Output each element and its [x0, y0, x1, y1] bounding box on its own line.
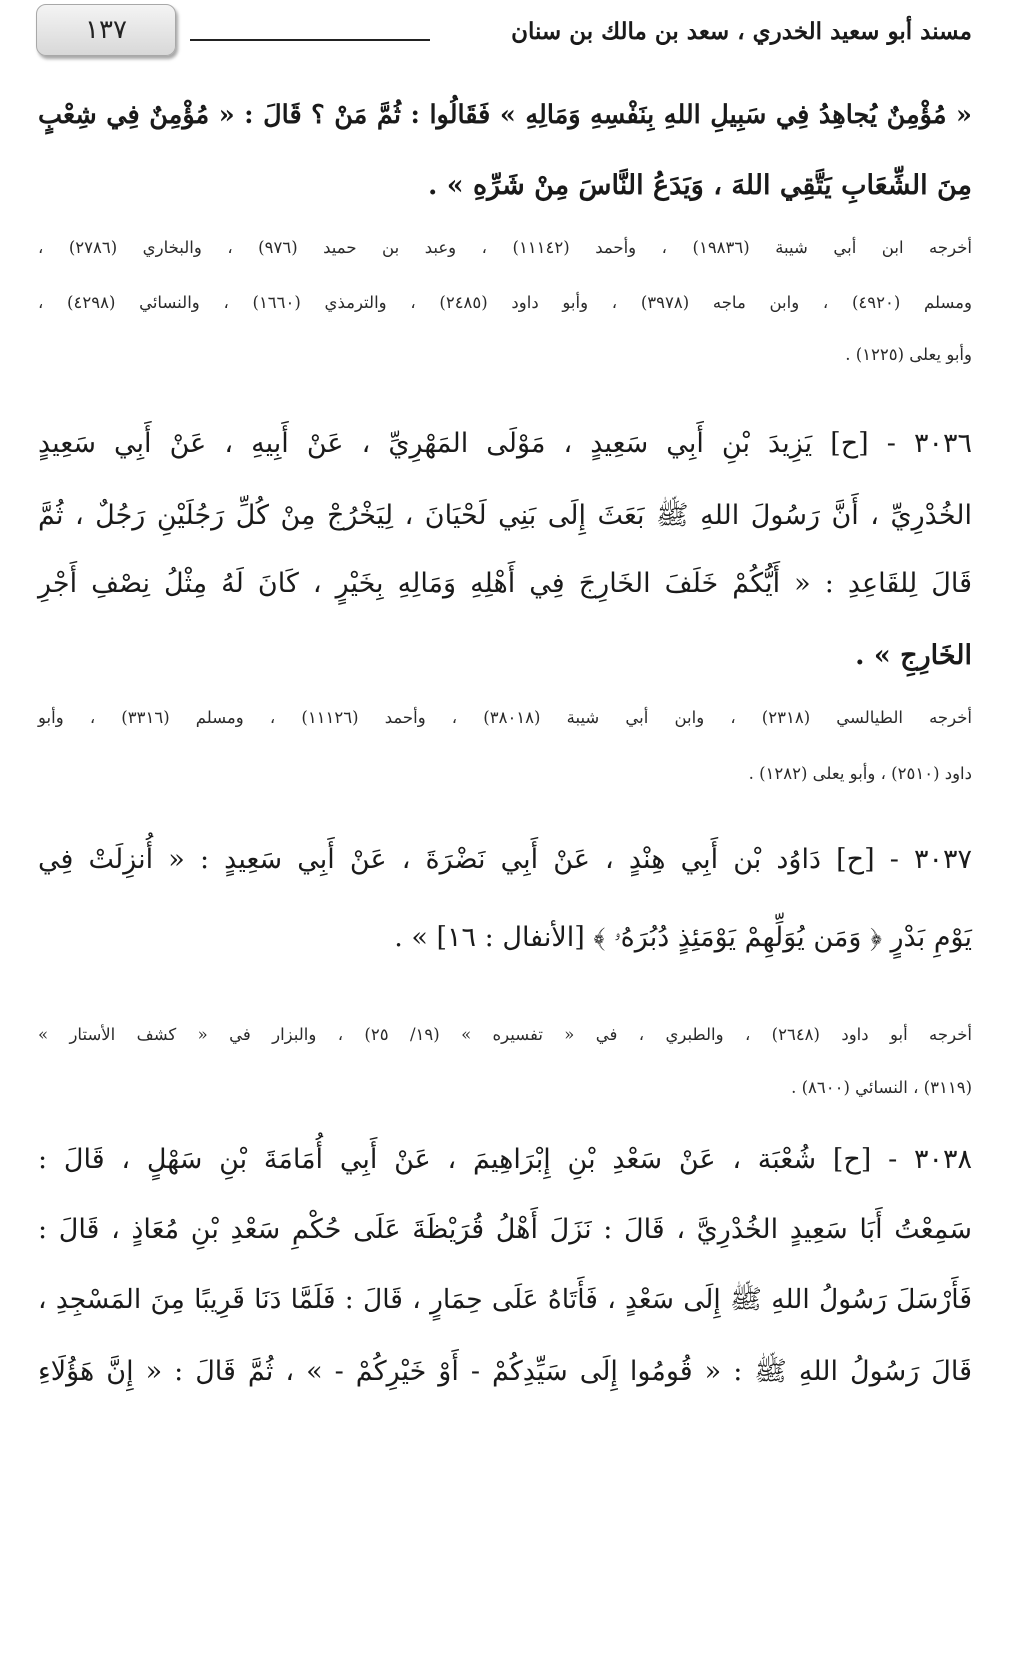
- hadith-3038-line: قَالَ رَسُولُ اللهِ ﷺ : « قُومُوا إِلَى سَيِّدِكُمْ - أَوْ خَيْرِكُمْ - » ، ثُمَّ قَالَ : « إِنَّ هَؤُلَاءِ: [38, 1356, 972, 1387]
- footnote-line: أخرجه أبو داود (٢٦٤٨) ، والطبري ، في « تفسيره » (١٩/ ٢٥) ، والبزار في « كشف الأستار »: [38, 1025, 972, 1044]
- page-number-tab: [36, 4, 176, 56]
- hadith-3038-line: سَمِعْتُ أَبَا سَعِيدٍ الخُدْرِيَّ ، قَالَ : نَزَلَ أَهْلُ قُرَيْظَةَ عَلَى حُكْمِ سَعْدِ بْنِ مُعَاذٍ ، قَالَ :: [38, 1214, 972, 1245]
- text-line: « مُؤْمِنٌ يُجاهِدُ فِي سَبِيلِ اللهِ بِنَفْسِهِ وَمَالِهِ » فَقَالُوا : ثُمَّ مَنْ ؟ قَالَ : « مُؤْمِنٌ فِي شِعْبٍ: [38, 100, 972, 130]
- page-number: ١٣٧: [85, 15, 127, 45]
- hadith-3036-line: ٣٠٣٦ - [ح] يَزِيدَ بْنِ أَبِي سَعِيدٍ ، مَوْلَى المَهْرِيِّ ، عَنْ أَبِيهِ ، عَنْ أَبِي سَعِيدٍ: [38, 428, 972, 459]
- running-title: مسند أبو سعيد الخدري ، سعد بن مالك بن سنان: [511, 18, 972, 45]
- hadith-3037-line: يَوْمِ بَدْرٍ ﴿ وَمَن يُوَلِّهِمْ يَوْمَئِذٍ دُبُرَهُۥ ﴾ [الأنفال : ١٦] » .: [394, 922, 972, 953]
- hadith-3036-line: قَالَ لِلقَاعِدِ : « أَيُّكُمْ خَلَفَ الخَارِجَ فِي أَهْلِهِ وَمَالِهِ بِخَيْرٍ ، كَانَ لَهُ مِثْلُ نِصْفِ أَجْرِ: [38, 568, 972, 599]
- hadith-3036-line: الخُدْرِيِّ ، أَنَّ رَسُولَ اللهِ ﷺ بَعَثَ إِلَى بَنِي لَحْيَانَ ، لِيَخْرُجْ مِنْ كُلِّ رَجُلَيْنِ رَجُلٌ ، ثُمَّ: [38, 500, 972, 531]
- footnote-line: وأبو يعلى (١٢٢٥) .: [845, 345, 972, 364]
- footnote-line: ومسلم (٤٩٢٠) ، وابن ماجه (٣٩٧٨) ، وأبو داود (٢٤٨٥) ، والترمذي (١٦٦٠) ، والنسائي (٤٢٩٨) ،: [38, 293, 972, 312]
- footnote-line: أخرجه ابن أبي شيبة (١٩٨٣٦) ، وأحمد (١١١٤٢) ، وعبد بن حميد (٩٧٦) ، والبخاري (٢٧٨٦) ،: [38, 238, 972, 257]
- hadith-3037-line: ٣٠٣٧ - [ح] دَاوُد بْن أَبِي هِنْدٍ ، عَنْ أَبِي نَضْرَةَ ، عَنْ أَبِي سَعِيدٍ : « أُنزِلَتْ فِي: [38, 844, 972, 875]
- hadith-3036-line: الخَارِجِ » .: [855, 640, 972, 671]
- footnote-line: داود (٢٥١٠) ، وأبو يعلى (١٢٨٢) .: [748, 764, 972, 783]
- hadith-3038-line: فَأَرْسَلَ رَسُولُ اللهِ ﷺ إِلَى سَعْدٍ ، فَأَتَاهُ عَلَى حِمَارٍ ، قَالَ : فَلَمَّا دَنَا قَرِيبًا مِنَ المَسْجِدِ ،: [38, 1284, 972, 1315]
- hadith-3038-line: ٣٠٣٨ - [ح] شُعْبَة ، عَنْ سَعْدِ بْنِ إِبْرَاهِيمَ ، عَنْ أَبِي أُمَامَةَ بْنِ سَهْلٍ ، قَالَ :: [38, 1144, 972, 1175]
- text-line: مِنَ الشِّعَابِ يَتَّقِي اللهَ ، وَيَدَعُ النَّاسَ مِنْ شَرِّهِ » .: [427, 170, 972, 201]
- header-rule: [190, 39, 430, 41]
- footnote-line: (٣١١٩) ، النسائي (٨٦٠٠) .: [791, 1078, 972, 1097]
- footnote-line: أخرجه الطيالسي (٢٣١٨) ، وابن أبي شيبة (٣٨٠١٨) ، وأحمد (١١١٢٦) ، ومسلم (٣٣١٦) ، وأبو: [38, 708, 973, 727]
